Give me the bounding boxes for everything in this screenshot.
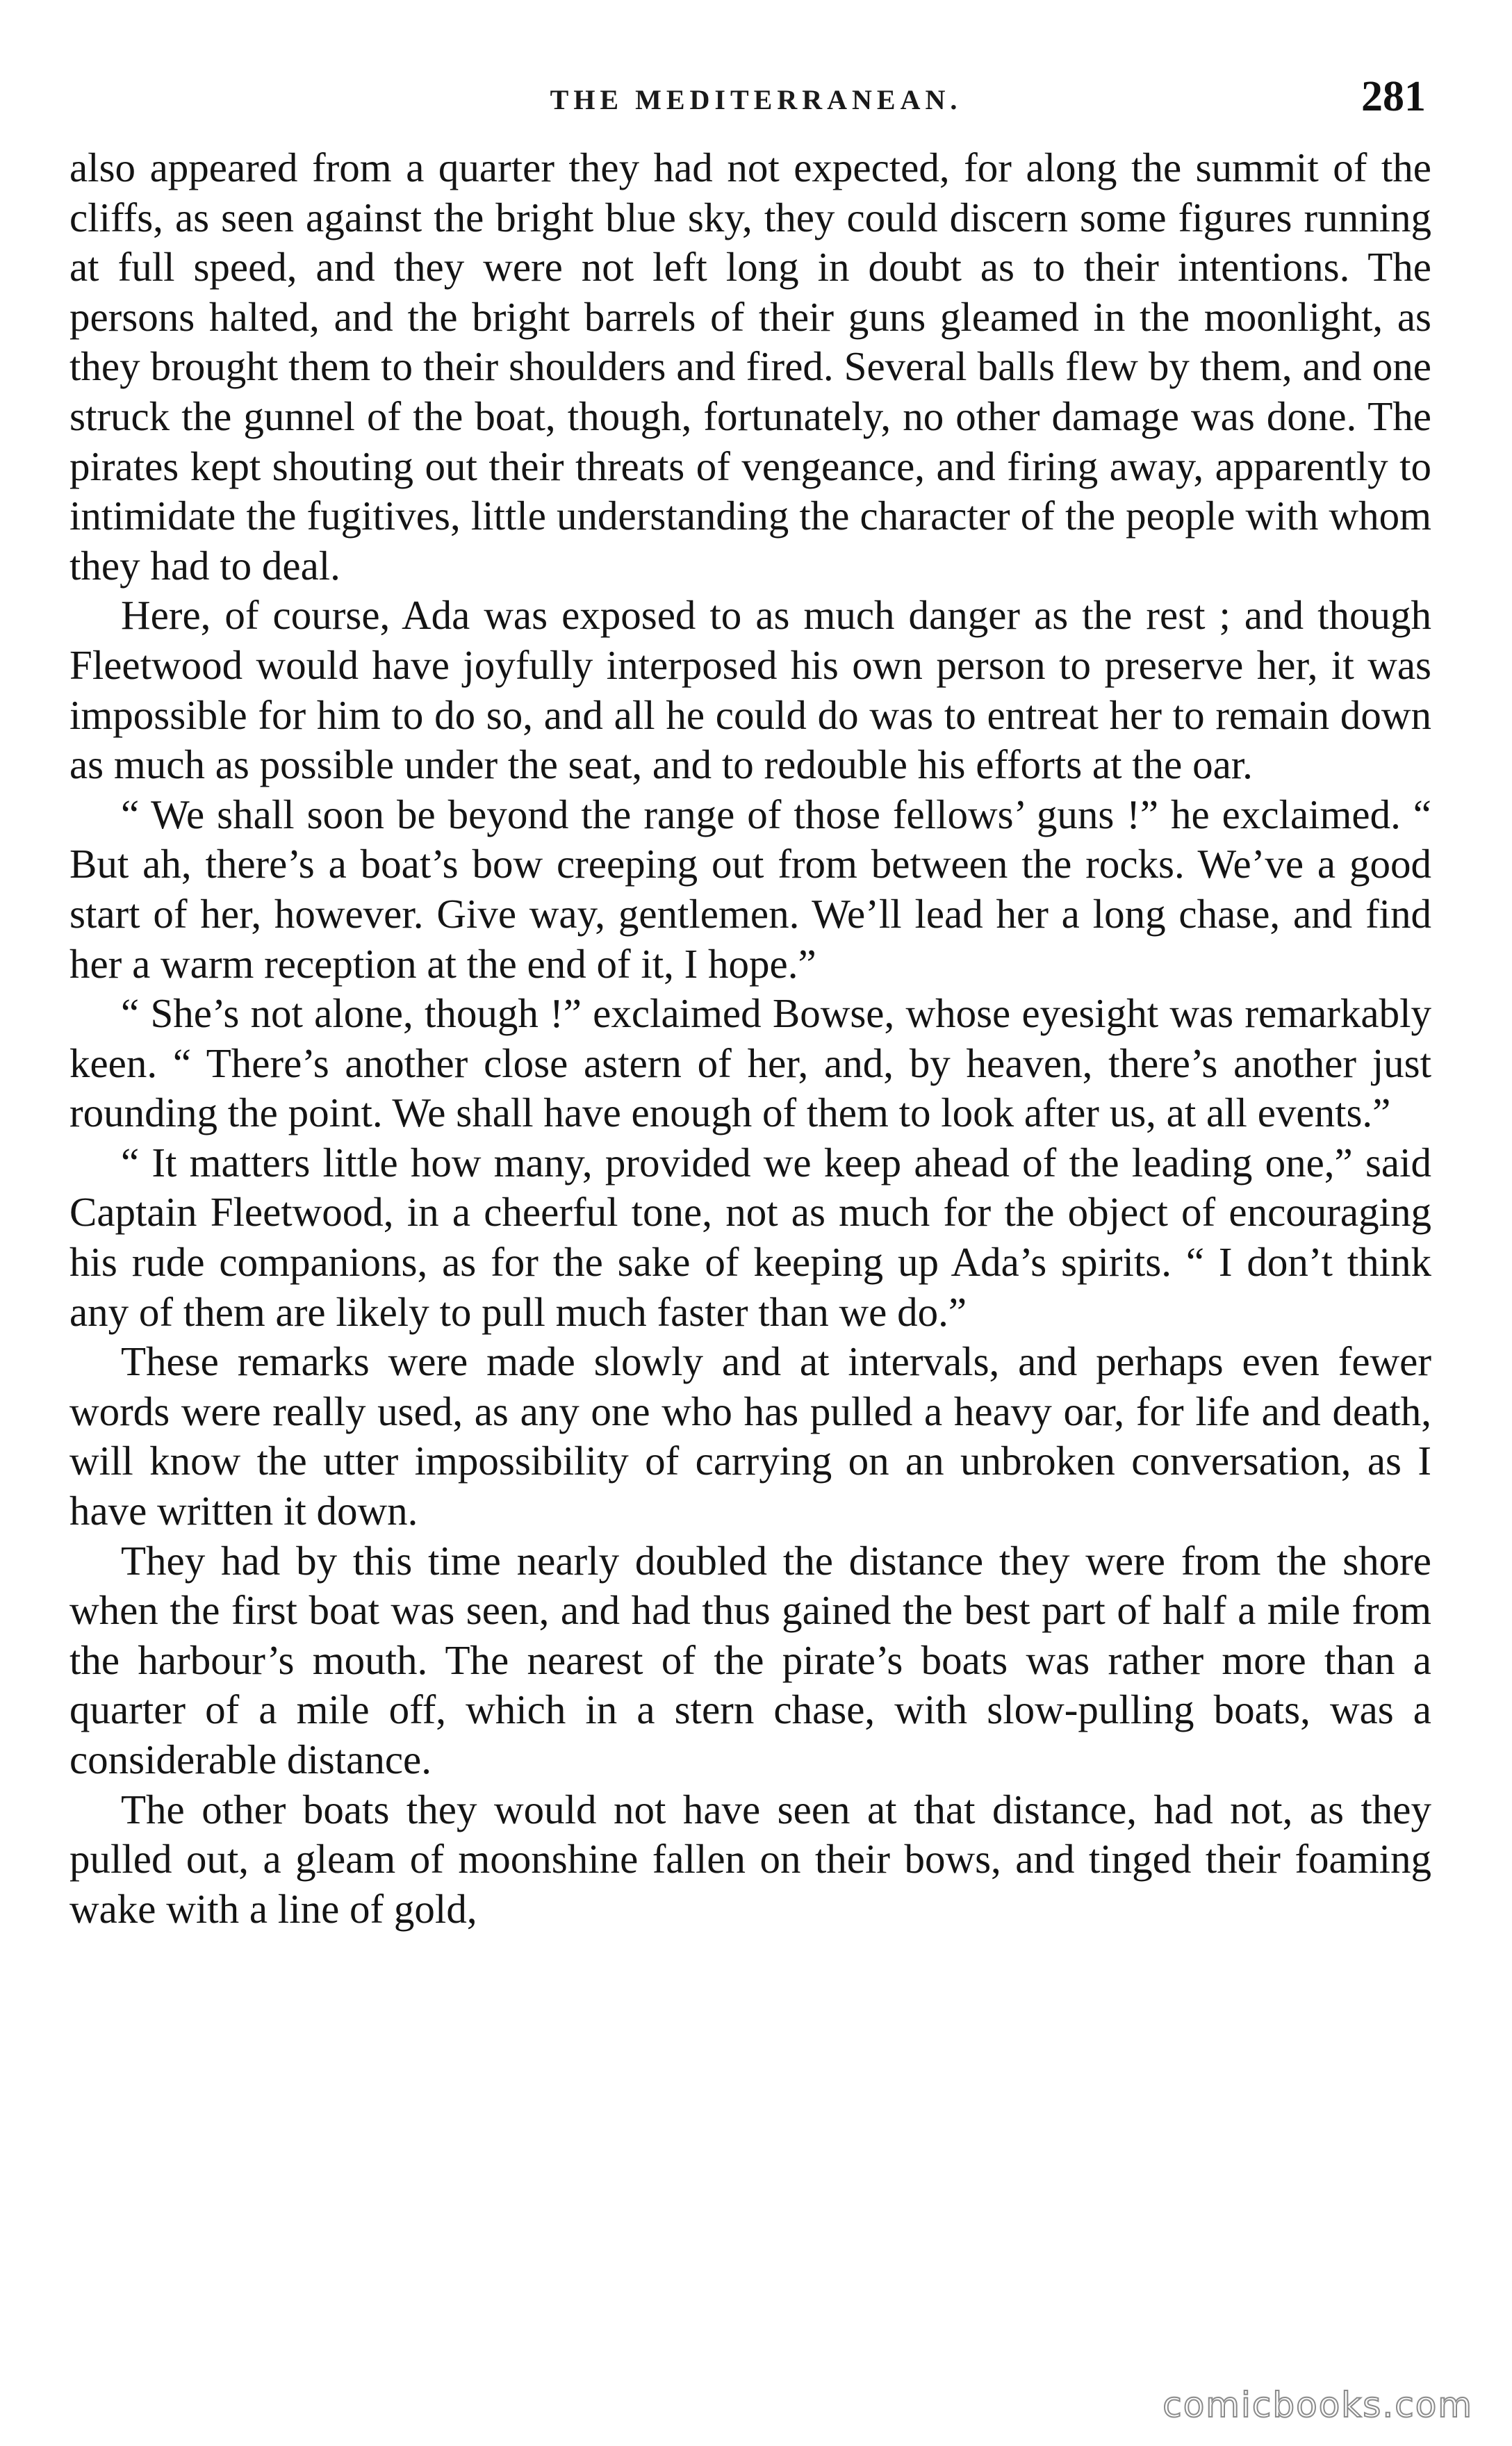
paragraph-1: also appeared from a quarter they had not expected, for along the summit of the cliffs, as seen against the bright blue sky, they could discern some figures running at full speed, and they were not left long in doubt as to their intentions. The persons halted, and the bright barrels of their guns gleamed in the moonlight, as they brought them to their shoulders and fired. Several balls flew by them, and one struck the gunnel of the boat, though, fortunately, no other damage was done. The pirates kept shouting out their threats of vengeance, and firing away, apparently to intimidate the fugitives, little understanding the character of the people with whom they had to deal. bbox=[69, 145, 1431, 589]
running-title: THE MEDITERRANEAN. bbox=[550, 84, 962, 115]
running-head bbox=[67, 72, 1445, 128]
watermark: comicbooks.com bbox=[1162, 2385, 1473, 2425]
paragraph-7: They had by this time nearly doubled the distance they were from the shore when the first boat was seen, and had thus gained the best part of half a mile from the harbour’s mouth. The nearest of the pirate’s boats was rather more than a quarter of a mile off, which in a stern chase, with slow-pulling boats, was a considerable distance. bbox=[69, 1537, 1431, 1782]
paragraph-3: “ We shall soon be beyond the range of those fellows’ guns !” he exclaimed. “ But ah, there’s a boat’s bow creeping out from between the rocks. We’ve a good start of her, however. Give way, gentlemen. We’ll lead her a long chase, and find her a warm reception at the end of it, I hope.” bbox=[69, 791, 1431, 987]
paragraph-6: These remarks were made slowly and at intervals, and perhaps even fewer words were really used, as any one who has pulled a heavy oar, for life and death, will know the utter impossibility of carrying on an unbroken conversation, as I have written it down. bbox=[69, 1338, 1431, 1534]
page-number: 281 bbox=[1361, 73, 1426, 120]
body-text bbox=[69, 143, 1431, 1934]
paragraph-5: “ It matters little how many, provided we keep ahead of the leading one,” said Captain Fleetwood, in a cheerful tone, not as much for the object of encouraging his rude companions, as for the sake of keeping up Ada’s spirits. “ I don’t think any of them are likely to pull much faster than we do.” bbox=[69, 1139, 1431, 1335]
paragraph-4: “ She’s not alone, though !” exclaimed Bowse, whose eyesight was remarkably keen. “ There’s another close astern of her, and, by heaven, there’s another just rounding the point. We shall have enough of them to look after us, at all events.” bbox=[69, 990, 1431, 1136]
paragraph-8: The other boats they would not have seen at that distance, had not, as they pulled out, a gleam of moonshine fallen on their bows, and tinged their foaming wake with a line of gold, bbox=[69, 1786, 1431, 1932]
paragraph-2: Here, of course, Ada was exposed to as much danger as the rest ; and though Fleetwood would have joyfully interposed his own person to preserve her, it was impossible for him to do so, and all he could do was to entreat her to remain down as much as possible under the seat, and to redouble his efforts at the oar. bbox=[69, 592, 1431, 788]
